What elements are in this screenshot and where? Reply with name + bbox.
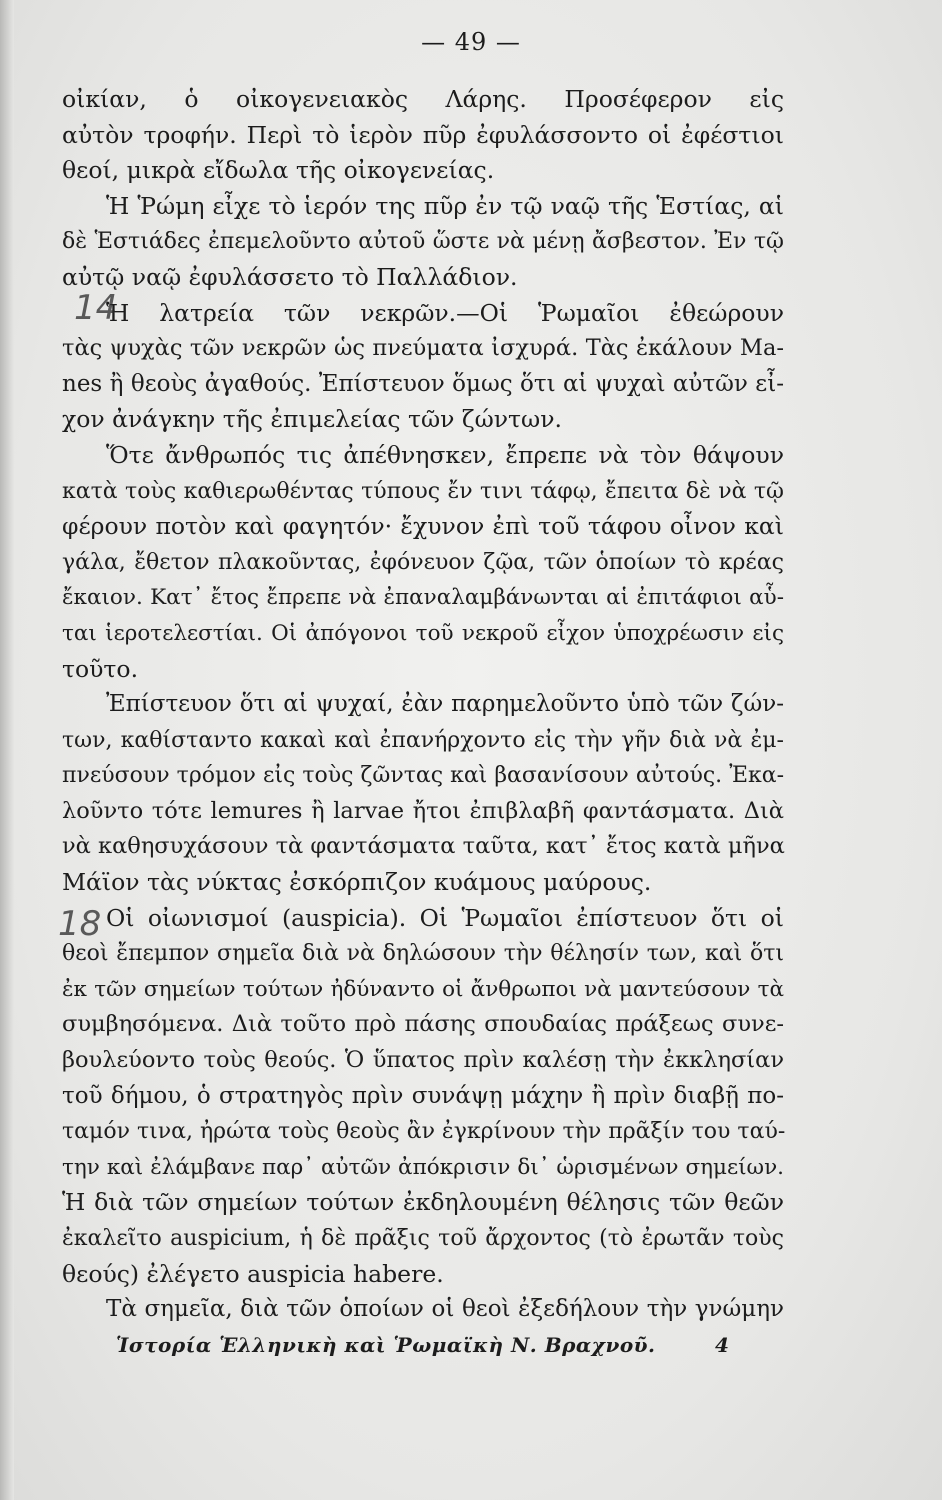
text-line: θεοὶ ἔπεμπον σημεῖα διὰ νὰ δηλώσουν τὴν θέλησίν των, καὶ ὅτι — [62, 941, 784, 967]
text-line: θεοί, μικρὰ εἴδωλα τῆς οἰκογενείας. — [62, 156, 495, 185]
text-line: Ἡ διὰ τῶν σημείων τούτων ἐκδηλουμένη θέλησις τῶν θεῶν — [62, 1188, 784, 1217]
text-line: φέρουν ποτὸν καὶ φαγητόν· ἔχυνον ἐπὶ τοῦ τάφου οἶνον καὶ — [62, 512, 784, 541]
text-line: ἐκ τῶν σημείων τούτων ἠδύναντο οἱ ἄνθρωποι νὰ μαντεύσουν τὰ — [62, 976, 784, 1002]
handwritten-mark: 18 — [58, 904, 102, 944]
text-line: Ἡ Ῥώμη εἶχε τὸ ἱερόν της πῦρ ἐν τῷ ναῷ τῆς Ἑστίας, αἱ — [106, 191, 784, 220]
text-line: Τὰ σημεῖα, διὰ τῶν ὁποίων οἱ θεοὶ ἐξεδήλουν τὴν γνώμην — [106, 1296, 784, 1323]
text-line: βουλεύοντο τοὺς θεούς. Ὁ ὕπατος πρὶν καλέσῃ τὴν ἐκκλησίαν — [62, 1047, 784, 1074]
text-line: Ἐπίστευον ὅτι αἱ ψυχαί, ἐὰν παρημελοῦντο ὑπὸ τῶν ζών- — [106, 691, 784, 718]
text-line: τὰς ψυχὰς τῶν νεκρῶν ὡς πνεύματα ἰσχυρά. Τὰς ἐκάλουν Ma- — [62, 335, 784, 362]
text-line: δὲ Ἑστιάδες ἐπεμελοῦντο αὐτοῦ ὥστε νὰ μένῃ ἄσβεστον. Ἐν τῷ — [62, 229, 784, 255]
handwritten-mark: 14 — [74, 288, 118, 328]
text-line: αὐτὸν τροφήν. Περὶ τὸ ἱερὸν πῦρ ἐφυλάσσοντο οἱ ἐφέστιοι — [62, 120, 784, 149]
footer-book-title: Ἱστορία Ἑλληνικὴ καὶ Ῥωμαϊκὴ Ν. Βραχνοῦ. — [116, 1333, 656, 1357]
text-line: τοῦτο. — [62, 654, 139, 683]
text-line: τοῦ δήμου, ὁ στρατηγὸς πρὶν συνάψῃ μάχην ἢ πρὶν διαβῇ πο- — [62, 1082, 784, 1109]
text-line: θεούς) ἐλέγετο auspicia habere. — [62, 1259, 444, 1288]
text-line: οἰκίαν, ὁ οἰκογενειακὸς Λάρης. Προσέφερον εἰς — [62, 85, 784, 113]
page-number: — 49 — — [421, 28, 521, 56]
text-line: λοῦντο τότε lemures ἢ larvae ἤτοι ἐπιβλαβῆ φαντάσματα. Διὰ — [62, 797, 784, 824]
text-line: νὰ καθησυχάσουν τὰ φαντάσματα ταῦτα, κατ᾽ ἔτος κατὰ μῆνα — [62, 833, 785, 860]
footer-signature-mark: 4 — [715, 1333, 729, 1357]
text-line: χον ἀνάγκην τῆς ἐπιμελείας τῶν ζώντων. — [62, 405, 562, 434]
text-line: αὐτῷ ναῷ ἐφυλάσσετο τὸ Παλλάδιον. — [62, 262, 518, 291]
text-line: την καὶ ἐλάμβανε παρ᾽ αὐτῶν ἀπόκρισιν δι᾽ ὡρισμένων σημείων. — [62, 1154, 784, 1180]
text-line: nes ἢ θεοὺς ἀγαθούς. Ἐπίστευον ὅμως ὅτι αἱ ψυχαὶ αὐτῶν εἶ- — [62, 370, 784, 397]
text-line: ἐκαλεῖτο auspicium, ἡ δὲ πρᾶξις τοῦ ἄρχοντος (τὸ ἐρωτᾶν τοὺς — [62, 1226, 784, 1251]
text-line: Ὅτε ἄνθρωπός τις ἀπέθνησκεν, ἔπρεπε νὰ τὸν θάψουν — [106, 440, 784, 469]
text-line: κατὰ τοὺς καθιερωθέντας τύπους ἔν τινι τάφῳ, ἔπειτα δὲ νὰ τῷ — [62, 478, 784, 504]
text-line: πνεύσουν τρόμον εἰς τοὺς ζῶντας καὶ βασανίσουν αὐτούς. Ἐκα- — [62, 763, 784, 789]
text-line: ταμόν τινα, ἠρώτα τοὺς θεοὺς ἂν ἐγκρίνουν τὴν πρᾶξίν του ταύ- — [62, 1119, 786, 1145]
page-edge-shadow — [0, 0, 14, 1500]
text-line: ται ἱεροτελεστίαι. Οἱ ἀπόγονοι τοῦ νεκροῦ εἶχον ὑποχρέωσιν εἰς — [62, 620, 784, 646]
text-line: συμβησόμενα. Διὰ τοῦτο πρὸ πάσης σπουδαίας πράξεως συνε- — [62, 1011, 784, 1038]
body-text — [62, 82, 784, 1328]
text-line: Μάϊον τὰς νύκτας ἐσκόρπιζον κυάμους μαύρους. — [62, 868, 652, 897]
text-line: γάλα, ἔθετον πλακοῦντας, ἐφόνευον ζῷα, τῶν ὁποίων τὸ κρέας — [62, 549, 784, 575]
text-line: ἔκαιον. Κατ᾽ ἔτος ἔπρεπε νὰ ἐπαναλαμβάνωνται αἱ ἐπιτάφιοι αὗ- — [62, 585, 784, 611]
text-line: Οἱ οἰωνισμοί (auspicia). Οἱ Ῥωμαῖοι ἐπίστευον ὅτι οἱ — [106, 903, 784, 932]
text-line: των, καθίσταντο κακαὶ καὶ ἐπανήρχοντο εἰς τὴν γῆν διὰ νὰ ἐμ- — [62, 727, 784, 753]
text-line: Ἡ λατρεία τῶν νεκρῶν.—Οἱ Ῥωμαῖοι ἐθεώρουν — [106, 298, 784, 327]
